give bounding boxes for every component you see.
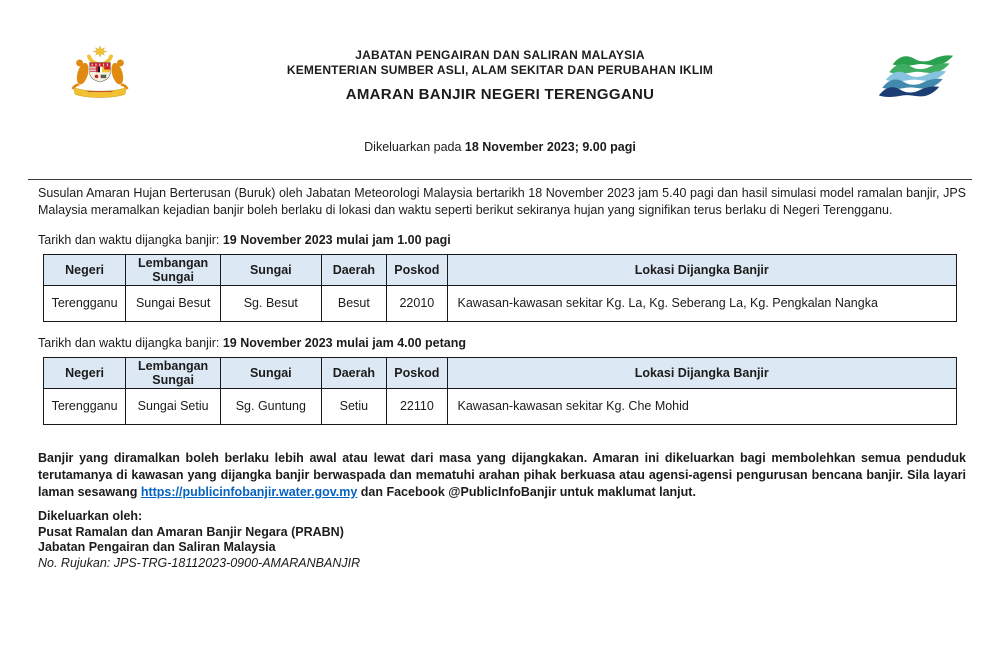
cell-sungai: Sg. Besut: [221, 286, 321, 322]
issued-prefix: Dikeluarkan pada: [364, 140, 465, 154]
issuer-org-line2: Jabatan Pengairan dan Saliran Malaysia: [38, 540, 276, 554]
jata-negara-icon: [55, 44, 145, 104]
flood-forecast-table-2: [43, 357, 957, 425]
col-header-lembangan-sungai: Lembangan Sungai: [126, 255, 221, 286]
cell-daerah: Besut: [321, 286, 387, 322]
reference-number: No. Rujukan: JPS-TRG-18112023-0900-AMARANBANJIR: [38, 555, 361, 570]
publicinfobanjir-link[interactable]: https://publicinfobanjir.water.gov.my: [140, 485, 358, 499]
col-header-lembangan-sungai: Lembangan Sungai: [126, 358, 221, 389]
cell-sungai: Sg. Guntung: [221, 389, 321, 425]
table2-caption-prefix: Tarikh dan waktu dijangka banjir:: [38, 336, 223, 350]
cell-poskod: 22110: [387, 389, 447, 425]
cell-poskod: 22010: [387, 286, 447, 322]
waves-icon: [878, 52, 960, 106]
malaysia-coat-of-arms-logo: [0, 44, 150, 109]
issued-datetime: 18 November 2023; 9.00 pagi: [464, 140, 636, 154]
col-header-negeri: Negeri: [44, 255, 126, 286]
jps-logo: [850, 44, 1000, 111]
document-header: [0, 0, 1000, 111]
horizontal-divider: [28, 179, 972, 180]
table2-header-row: [44, 358, 957, 389]
col-header-lokasi: Lokasi Dijangka Banjir: [447, 255, 957, 286]
col-header-poskod: Poskod: [387, 255, 447, 286]
cell-lembangan-sungai: Sungai Besut: [126, 286, 221, 322]
org-name-line1: JABATAN PENGAIRAN DAN SALIRAN MALAYSIA: [355, 48, 645, 62]
page-title: AMARAN BANJIR NEGERI TERENGGANU: [345, 86, 655, 103]
cell-lokasi: Kawasan-kawasan sekitar Kg. La, Kg. Seberang La, Kg. Pengkalan Nangka: [447, 286, 957, 322]
table2-caption: [38, 335, 962, 351]
table-row: [44, 286, 957, 322]
header-titles: [150, 44, 850, 103]
cell-lokasi: Kawasan-kawasan sekitar Kg. Che Mohid: [447, 389, 957, 425]
advisory-text-before-link: Banjir yang diramalkan boleh berlaku lebih awal atau lewat dari masa yang dijangkakan. Amaran ini dikeluarkan bagi membolehkan semua penduduk terutamanya di kawasan yang dijangka banjir berwaspada dan mematuhi arahan pihak berkuasa atau agensi-agensi pengurusan bencana banjir. Sila layari laman sesawang: [38, 451, 966, 499]
flood-forecast-table-1: [43, 254, 957, 322]
issuer-block: [38, 509, 962, 571]
issued-date-line: [0, 140, 1000, 154]
issuer-org-line1: Pusat Ramalan dan Amaran Banjir Negara (PRABN): [38, 524, 344, 539]
cell-negeri: Terengganu: [44, 286, 126, 322]
cell-negeri: Terengganu: [44, 389, 126, 425]
col-header-poskod: Poskod: [387, 358, 447, 389]
table1-caption-datetime: 19 November 2023 mulai jam 1.00 pagi: [222, 233, 451, 247]
table-row: [44, 389, 957, 425]
org-name-line2: KEMENTERIAN SUMBER ASLI, ALAM SEKITAR DAN PERUBAHAN IKLIM: [286, 63, 714, 77]
table2-caption-datetime: 19 November 2023 mulai jam 4.00 petang: [222, 336, 466, 350]
cell-daerah: Setiu: [321, 389, 387, 425]
table1-caption: [38, 232, 962, 248]
intro-paragraph: Susulan Amaran Hujan Berterusan (Buruk) oleh Jabatan Meteorologi Malaysia bertarikh 18 November 2023 jam 5.40 pagi dan hasil simulasi model ramalan banjir, JPS Malaysia meramalkan kejadian banjir boleh berlaku di lokasi dan waktu seperti berikut sekiranya hujan yang signifikan terus berlaku di Negeri Terengganu.: [38, 186, 966, 217]
advisory-paragraph: [38, 450, 966, 501]
col-header-daerah: Daerah: [321, 255, 387, 286]
col-header-sungai: Sungai: [221, 358, 321, 389]
col-header-negeri: Negeri: [44, 358, 126, 389]
advisory-text-after-link: dan Facebook @PublicInfoBanjir untuk maklumat lanjut.: [357, 485, 696, 499]
col-header-daerah: Daerah: [321, 358, 387, 389]
cell-lembangan-sungai: Sungai Setiu: [126, 389, 221, 425]
table1-caption-prefix: Tarikh dan waktu dijangka banjir:: [38, 233, 223, 247]
table1-header-row: [44, 255, 957, 286]
col-header-sungai: Sungai: [221, 255, 321, 286]
col-header-lokasi: Lokasi Dijangka Banjir: [447, 358, 957, 389]
issuer-label: Dikeluarkan oleh:: [38, 509, 143, 523]
